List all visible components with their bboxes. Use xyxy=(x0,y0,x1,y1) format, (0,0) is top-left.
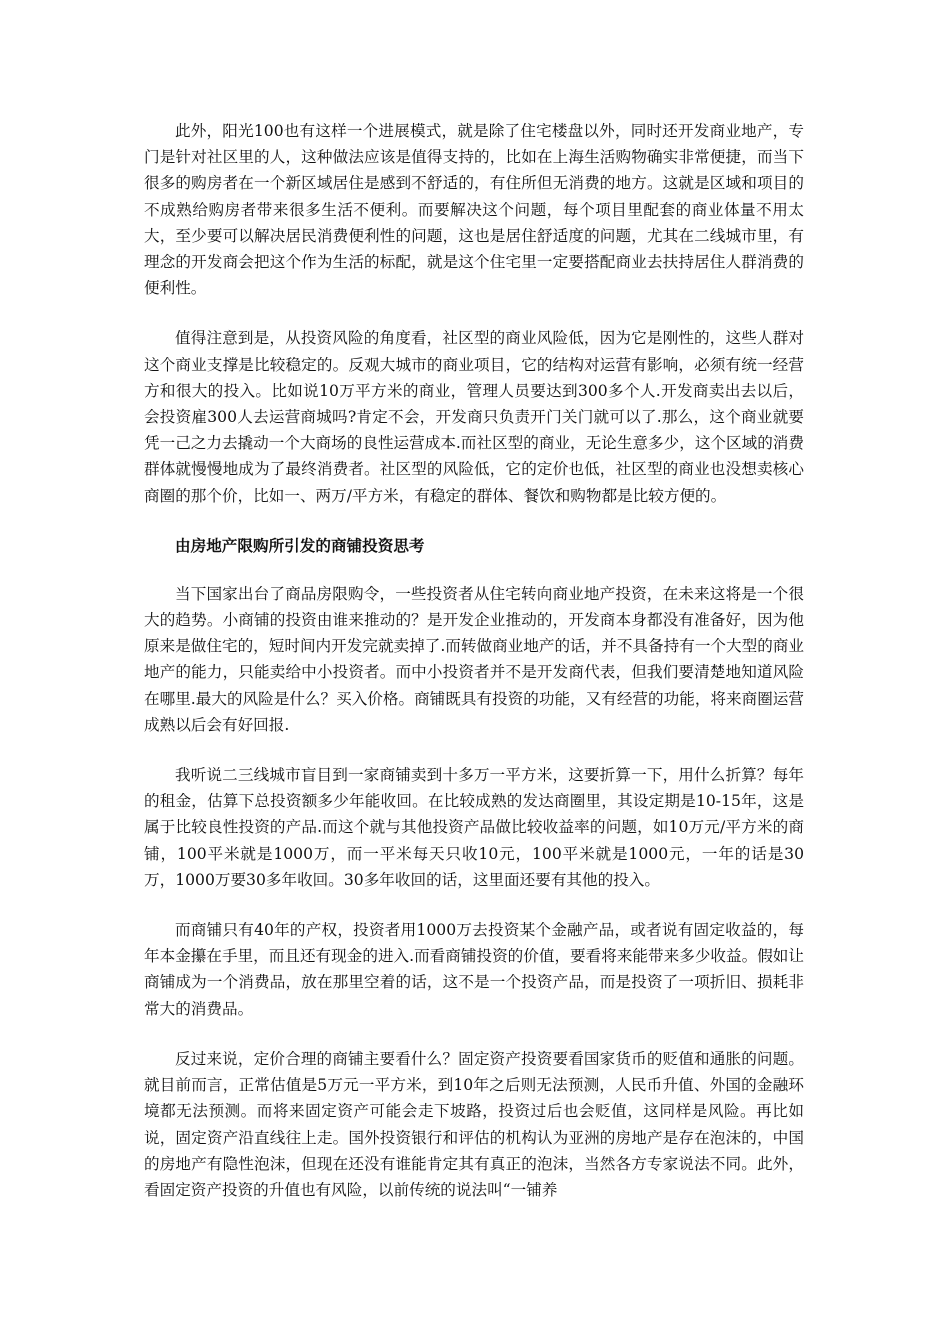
paragraph-reasonable-pricing: 反过来说，定价合理的商铺主要看什么？固定资产投资要看国家货币的贬值和通胀的问题。就目前而言，正常估值是5万元一平方米，到10年之后则无法预测，人民币升值、外国的金融环境都无法预测。而将来固定资产可能会走下坡路，投资过后也会贬值，这同样是风险。再比如说，固定资产沿直线往上走。国外投资银行和评估的机构认为亚洲的房地产是存在泡沫的，中国的房地产有隐性泡沫，但现在还没有谁能肯定其有真正的泡沫，当然各方专家说法不同。此外，看固定资产投资的升值也有风险，以前传统的说法叫“一铺养 xyxy=(144,1049,804,1199)
paragraph-payback-period: 我听说二三线城市盲目到一家商铺卖到十多万一平方米，这要折算一下，用什么折算？每年的租金，估算下总投资额多少年能收回。在比较成熟的发达商圈里，其设定期是10-15年，这是属于比较良性投资的产品.而这个就与其他投资产品做比较收益率的问题，如10万元/平方米的商铺，100平米就是1000万，而一平米每天只收10元，100平米就是1000元，一年的话是30万，1000万要30多年收回。30多年收回的话，这里面还要有其他的投入。 xyxy=(144,766,804,889)
section-heading: 由房地产限购所引发的商铺投资思考 xyxy=(175,536,425,555)
paragraph-property-rights: 而商铺只有40年的产权，投资者用1000万去投资某个金融产品，或者说有固定收益的，每年本金攥在手里，而且还有现金的进入.而看商铺投资的价值，要看将来能带来多少收益。假如让商铺成为一个消费品，放在那里空着的话，这不是一个投资产品，而是投资了一项折旧、损耗非常大的消费品。 xyxy=(144,921,804,1018)
paragraph-purchase-restriction: 当下国家出台了商品房限购令，一些投资者从住宅转向商业地产投资，在未来这将是一个很大的趋势。小商铺的投资由谁来推动的？是开发企业推动的，开发商本身都没有准备好，因为他原来是做住宅的，短时间内开发完就卖掉了.而转做商业地产的话，并不具备持有一个大型的商业地产的能力，只能卖给中小投资者。而中小投资者并不是开发商代表，但我们要清楚地知道风险在哪里.最大的风险是什么？买入价格。商铺既具有投资的功能，又有经营的功能，将来商圈运营成熟以后会有好回报. xyxy=(144,584,804,734)
paragraph-investment-risk: 值得注意到是，从投资风险的角度看，社区型的商业风险低，因为它是刚性的，这些人群对这个商业支撑是比较稳定的。反观大城市的商业项目，它的结构对运营有影响，必须有统一经营方和很大的投入。比如说10万平方米的商业，管理人员要达到300多个人.开发商卖出去以后，会投资雇300人去运营商城吗?肯定不会，开发商只负责开门关门就可以了.那么，这个商业就要凭一己之力去撬动一个大商场的良性运营成本.而社区型的商业，无论生意多少，这个区域的消费群体就慢慢地成为了最终消费者。社区型的风险低，它的定价也低，社区型的商业也没想卖核心商圈的那个价，比如一、两万/平方米，有稳定的群体、餐饮和购物都是比较方便的。 xyxy=(144,329,804,505)
paragraph-sunshine-100: 此外，阳光100也有这样一个进展模式，就是除了住宅楼盘以外，同时还开发商业地产，专门是针对社区里的人，这种做法应该是值得支持的，比如在上海生活购物确实非常便捷，而当下很多的购房者在一个新区域居住是感到不舒适的，有住所但无消费的地方。这就是区域和项目的不成熟给购房者带来很多生活不便利。而要解决这个问题，每个项目里配套的商业体量不用太大，至少要可以解决居民消费便利性的问题，这也是居住舒适度的问题，尤其在二线城市里，有理念的开发商会把这个作为生活的标配，就是这个住宅里一定要搭配商业去扶持居住人群消费的便利性。 xyxy=(144,122,804,298)
document-page xyxy=(144,118,804,1227)
